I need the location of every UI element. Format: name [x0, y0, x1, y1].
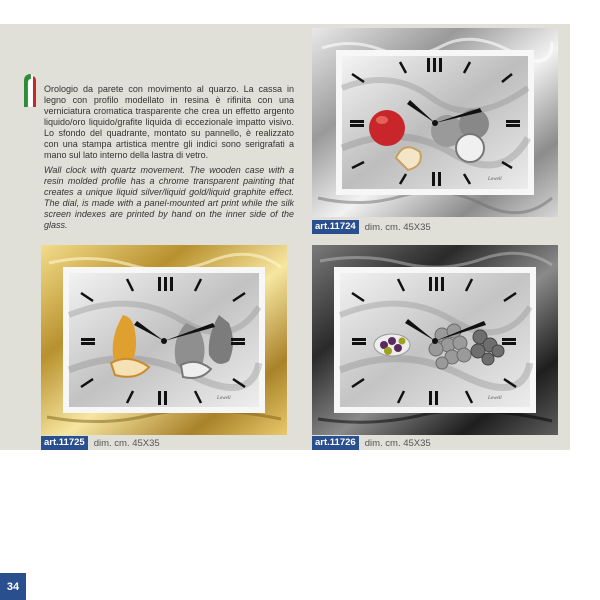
- article-number: art.11725: [41, 436, 88, 450]
- clock-image-11726: [312, 245, 558, 435]
- dimensions: dim. cm. 45X35: [93, 437, 160, 449]
- svg-text:Lowell: Lowell: [217, 396, 231, 401]
- svg-text:Lowell: Lowell: [488, 396, 502, 401]
- article-number: art.11726: [312, 436, 359, 450]
- svg-text:Lowell: Lowell: [488, 177, 502, 182]
- description-italian: Orologio da parete con movimento al quarzo. La cassa in legno con profilo modellato in resina è rifinita con una verniciatura cromatica trasparente che crea un effetto argento liquido/oro liquido/grafite liquida di eccezionale impatto visivo. Lo sfondo del quadrante, montato su pannello, è realizzato con una stampa artistica mentre gli indici sono serigrafati a mano sul lato interno della lastra di vetro.: [44, 84, 294, 160]
- description-english: Wall clock with quartz movement. The wooden case with a resin molded profile has a chrome transparent painting that creates a unique liquid silver/liquid gold/liquid graphite effect. The dial, is made with a panel-mounted art print while the silk screen indexes are printed by hand on the inner side of the glass.: [44, 165, 294, 230]
- dimensions: dim. cm. 45X35: [364, 221, 431, 233]
- page-number: 34: [0, 573, 26, 600]
- dimensions: dim. cm. 45X35: [364, 437, 431, 449]
- article-number: art.11724: [312, 220, 359, 234]
- clock-image-11724: [312, 28, 558, 217]
- caption-11726: [312, 436, 431, 450]
- italian-flag-icon: [23, 73, 37, 107]
- caption-11725: [41, 436, 160, 450]
- caption-11724: [312, 220, 431, 234]
- clock-image-11725: [41, 245, 287, 435]
